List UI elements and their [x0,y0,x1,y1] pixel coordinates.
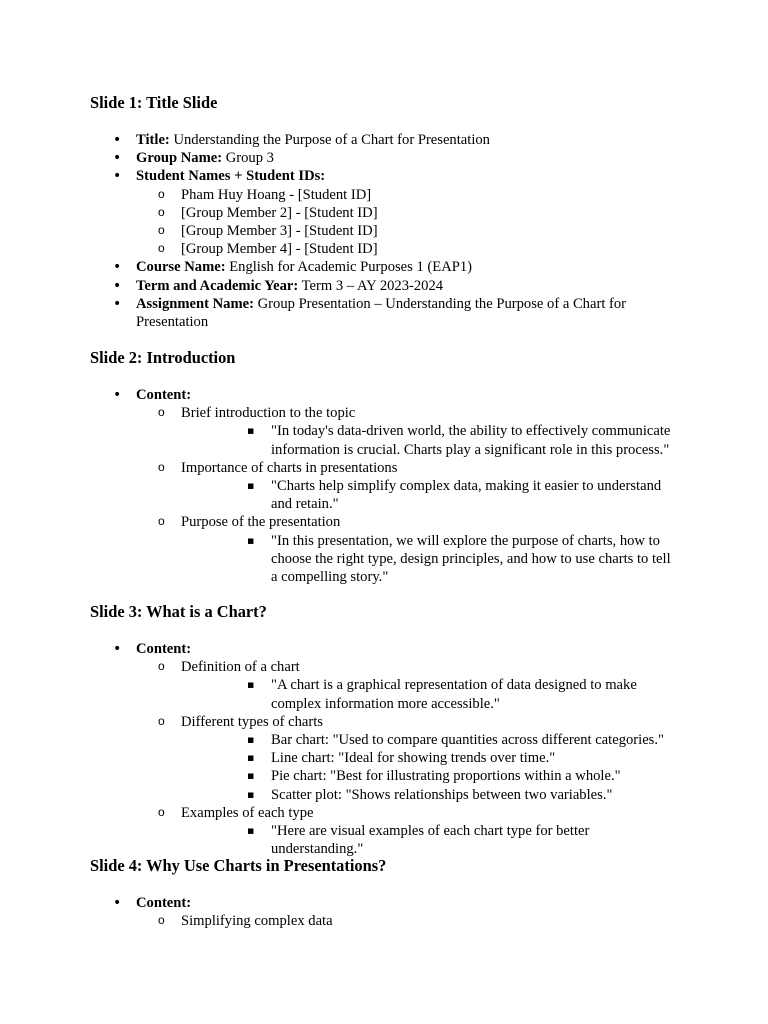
detail-item: ▪ "A chart is a graphical representation of data designed to make complex information more accessible." [181,676,678,712]
slide-1-list [0,131,768,331]
course-label: Course Name: [136,259,226,276]
sub-item [136,459,678,514]
sub-item-text: Importance of charts in presentations [181,459,398,476]
sub-item-text: Definition of a chart [181,659,300,676]
content-label: Content: [136,895,192,911]
course-value: English for Academic Purposes 1 (EAP1) [229,259,473,276]
sub-list [136,912,678,930]
sub-item [136,658,678,713]
students-list [136,186,678,259]
slide-3-list [0,640,768,858]
slide-4-list [0,894,768,930]
group-value: Group 3 [225,150,274,167]
term-label: Term and Academic Year: [136,277,299,294]
detail-item: ▪ "Here are visual examples of each chart type for better understanding." [181,822,678,858]
content-item [0,640,768,858]
detail-list [181,676,678,712]
list-item-assignment [0,295,768,331]
sub-item-text: Purpose of the presentation [181,514,341,531]
list-item-course [0,258,768,276]
term-value: Term 3 – AY 2023-2024 [301,277,444,294]
content-label: Content: [136,387,192,403]
group-label: Group Name: [136,150,223,167]
slide-2-list [0,386,768,586]
student-item: o [Group Member 2] - [Student ID] [136,204,678,222]
detail-item: ▪ Line chart: "Ideal for showing trends over time." [181,749,678,767]
detail-list [181,822,678,858]
list-item-group [0,149,768,167]
detail-item: ▪ Pie chart: "Best for illustrating proportions within a whole." [181,767,678,785]
sub-item-text: Examples of each type [181,804,314,821]
sub-item-text: Brief introduction to the topic [181,405,356,422]
detail-list [181,422,678,458]
slide-1-heading: Slide 1: Title Slide [90,93,218,112]
list-item-term [0,277,768,295]
sub-item-text: Simplifying complex data [181,913,333,930]
detail-list [181,477,678,513]
slide-2-heading: Slide 2: Introduction [90,348,236,367]
students-label: Student Names + Student IDs: [136,168,326,185]
content-item [0,386,768,586]
sub-item-text: Different types of charts [181,713,323,730]
detail-list [181,532,678,587]
sub-item [136,713,678,804]
detail-item: ▪ Bar chart: "Used to compare quantities across different categories." [181,731,678,749]
detail-item: ▪ "Charts help simplify complex data, making it easier to understand and retain." [181,477,678,513]
detail-list [181,731,678,804]
detail-item: ▪ "In this presentation, we will explore the purpose of charts, how to choose the right type, design principles, and how to use charts to tell a compelling story." [181,532,678,587]
content-label: Content: [136,641,192,657]
sub-item [136,912,678,930]
list-item-title [0,131,768,149]
assignment-label: Assignment Name: [136,295,254,312]
slide-4-heading: Slide 4: Why Use Charts in Presentations? [90,856,387,875]
sub-list [136,658,678,858]
detail-item: ▪ "In today's data-driven world, the ability to effectively communicate information is crucial. Charts play a significant role in this process." [181,422,678,458]
sub-item [136,513,678,586]
list-item-students [0,167,768,258]
student-item: o [Group Member 4] - [Student ID] [136,240,678,258]
student-item: o [Group Member 3] - [Student ID] [136,222,678,240]
student-item: o Pham Huy Hoang - [Student ID] [136,186,678,204]
sub-list [136,404,678,586]
detail-item: ▪ Scatter plot: "Shows relationships between two variables." [181,786,678,804]
slide-3-heading: Slide 3: What is a Chart? [90,602,267,621]
title-value: Understanding the Purpose of a Chart for Presentation [173,132,490,148]
assignment-value: Group Presentation – Understanding the Purpose of a Chart for Presentation [136,295,627,331]
sub-item [136,804,678,859]
title-label: Title: [136,132,170,148]
content-item [0,894,768,930]
sub-item [136,404,678,459]
